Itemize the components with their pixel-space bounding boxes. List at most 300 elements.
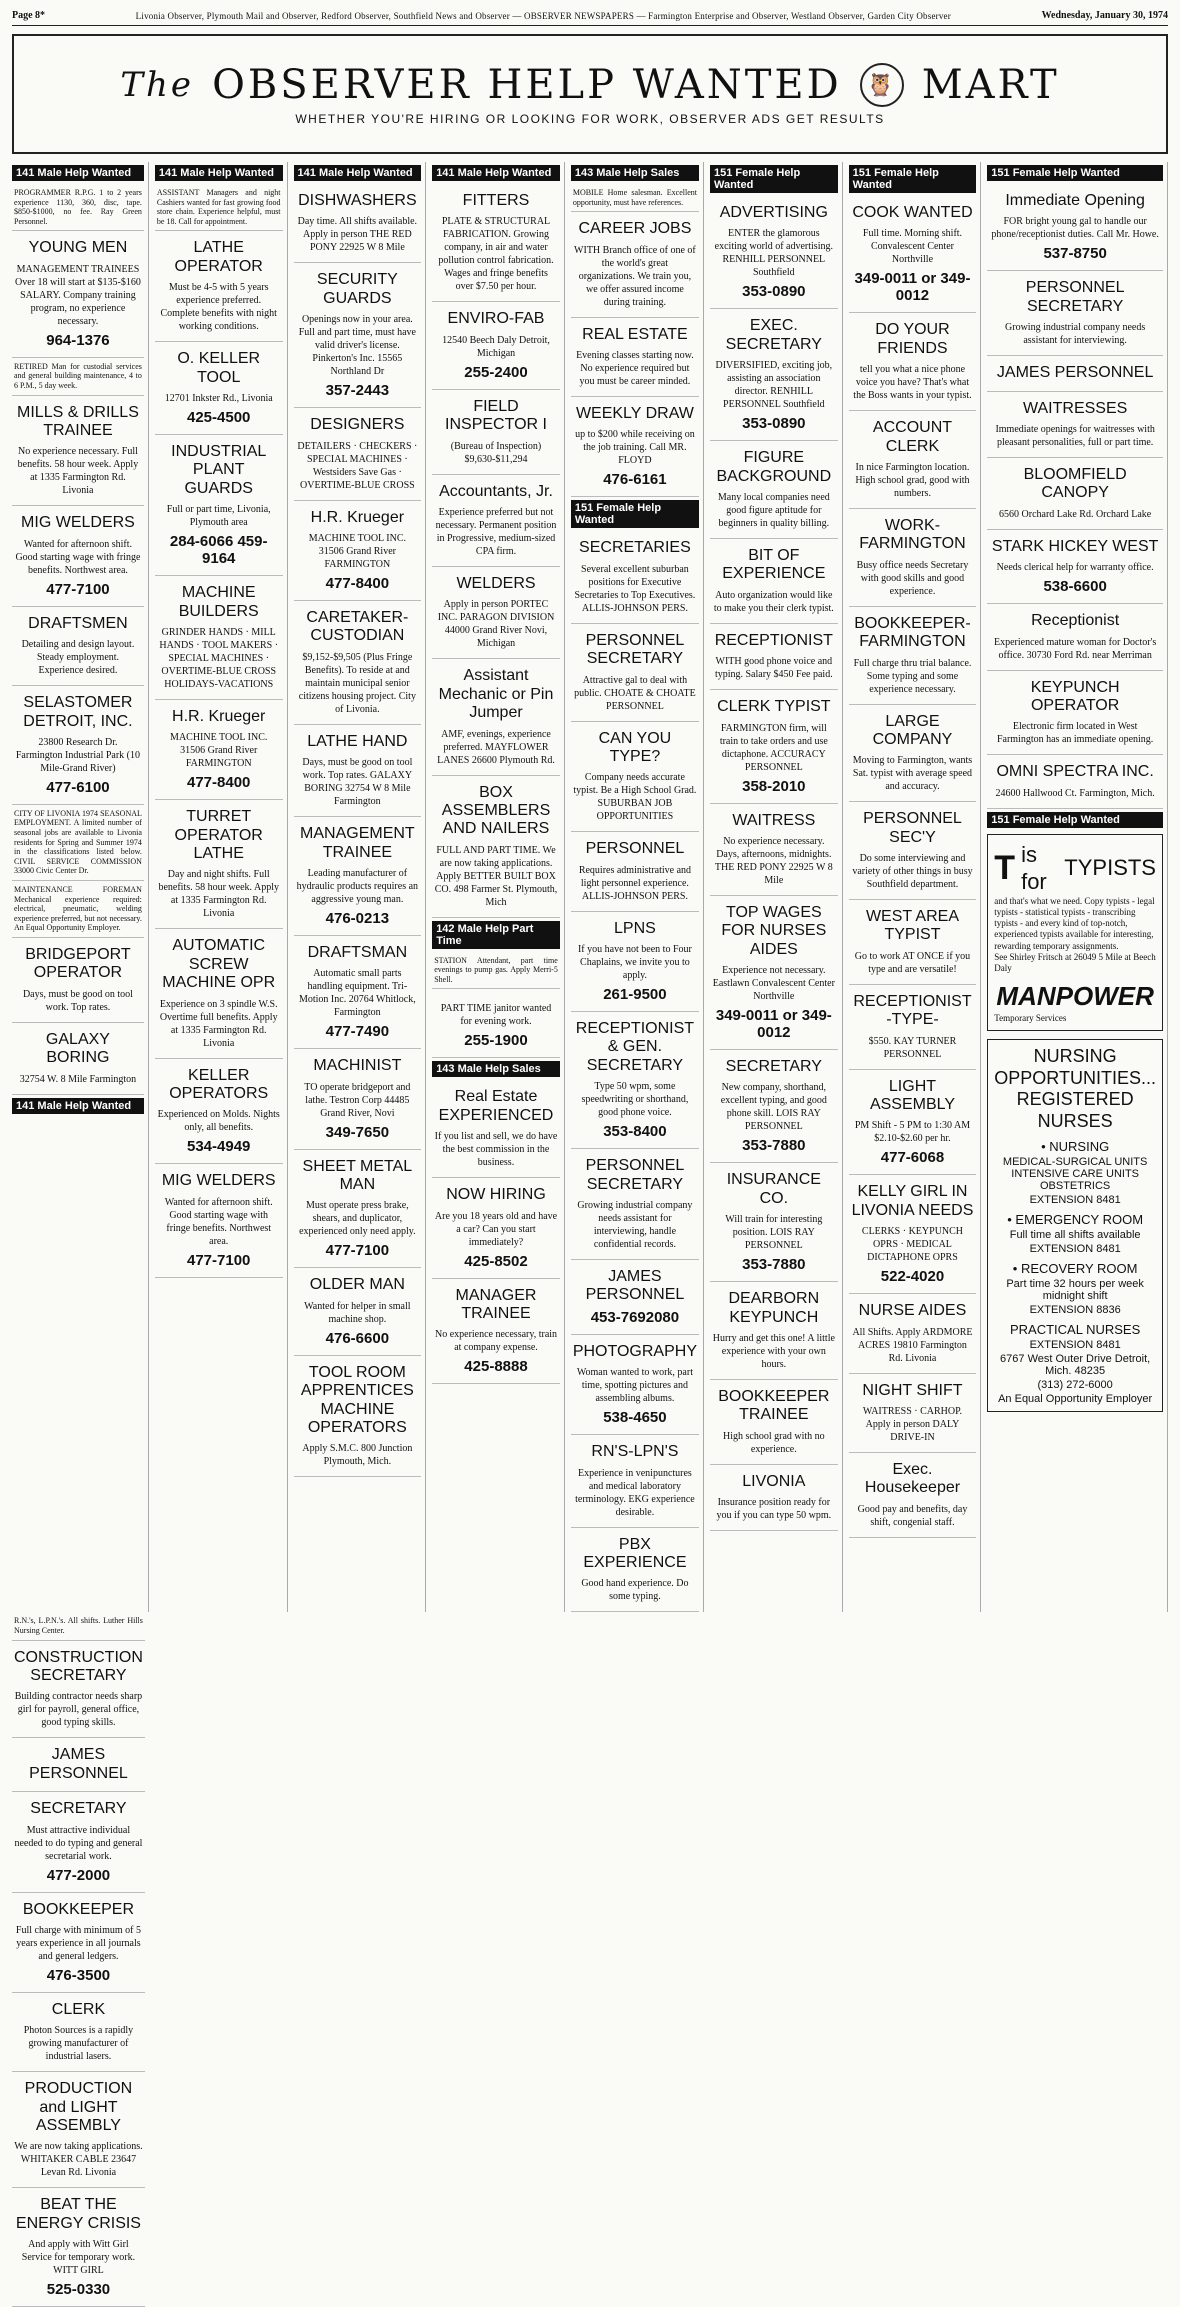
ad-title: WEEKLY DRAW bbox=[575, 404, 694, 422]
publication-line: Livonia Observer, Plymouth Mail and Observer, Redford Observer, Southfield News and Observer — OBSERVER NEWSPAPERS — Farmington Enterprise and Observer, Westland Observer, Garden City Observer bbox=[135, 10, 951, 21]
hospital-address: 6767 West Outer Drive Detroit, Mich. 48235 bbox=[1000, 1352, 1151, 1377]
ad-body: Growing industrial company needs assistant for interviewing. bbox=[1005, 322, 1146, 347]
ad-title: DRAFTSMEN bbox=[28, 614, 128, 632]
classified-ad: ASSISTANT Managers and night Cashiers wanted for fast growing food store chain. Experience helpful, must be 18. Call for appointment. bbox=[155, 184, 283, 231]
display-ad bbox=[710, 1163, 838, 1282]
section-header: 151 Female Help Wanted bbox=[710, 165, 838, 193]
ad-title: YOUNG MEN bbox=[28, 239, 128, 257]
display-ad bbox=[432, 567, 560, 659]
ad-body: WAITRESS · CARHOP. Apply in person DALY DRIVE-IN bbox=[862, 1405, 963, 1443]
display-ad bbox=[294, 725, 422, 817]
ad-body: Type 50 wpm, some speedwriting or shorthand, good phone voice. bbox=[581, 1081, 689, 1119]
ad-body: Do some interviewing and variety of other things in busy Southfield department. bbox=[852, 853, 973, 891]
ad-phone: 477-6068 bbox=[880, 1149, 945, 1167]
section-header: 151 Female Help Wanted bbox=[987, 812, 1163, 828]
masthead bbox=[12, 34, 1168, 154]
ad-body: Openings now in your area. Full and part time, must have valid driver's license. Pinkerton's Inc. 15565 Northland Dr bbox=[298, 314, 416, 378]
ad-title: CAN YOU TYPE? bbox=[598, 729, 672, 765]
ad-body: Moving to Farmington, wants Sat. typist with average speed and accuracy. bbox=[852, 755, 973, 793]
nursing-line-note: Full time all shifts available bbox=[1009, 1228, 1141, 1241]
display-ad bbox=[294, 184, 422, 263]
ad-title: PERSONNEL SECRETARY bbox=[585, 1157, 685, 1193]
column-5 bbox=[571, 162, 704, 1612]
nursing-line-label: • EMERGENCY ROOM bbox=[1007, 1211, 1144, 1227]
ad-title: H.R. Krueger bbox=[172, 707, 266, 725]
display-ad bbox=[849, 1374, 977, 1453]
ad-phone: 425-8888 bbox=[464, 1358, 528, 1376]
ad-title: DO YOUR FRIENDS bbox=[875, 321, 950, 357]
ad-phone: 357-2443 bbox=[325, 382, 390, 400]
display-ad bbox=[987, 356, 1163, 391]
ad-title: WAITRESSES bbox=[1022, 399, 1128, 417]
typists-body: and that's what we need. Copy typists - legal typists - statistical typists - transcribing typists - and every kind of top-notch, experienced typists available for interesting, rewarding temporary assignments. bbox=[994, 895, 1155, 951]
display-ad bbox=[710, 690, 838, 803]
ad-body: Wanted for helper in small machine shop. bbox=[304, 1300, 411, 1325]
display-ad bbox=[294, 501, 422, 601]
ad-title: Accountants, Jr. bbox=[439, 482, 553, 500]
ad-title: REAL ESTATE bbox=[582, 325, 688, 343]
ad-body: Good hand experience. Do some typing. bbox=[581, 1578, 689, 1603]
ad-body: FULL AND PART TIME. We are now taking applications. Apply BETTER BUILT BOX CO. 498 Farmer St. Plymouth, Mich bbox=[434, 844, 558, 908]
classified-columns bbox=[12, 162, 1168, 2299]
display-ad bbox=[294, 601, 422, 725]
display-ad bbox=[294, 1049, 422, 1149]
ad-title: DRAFTSMAN bbox=[307, 943, 408, 961]
section-header: 141 Male Help Wanted bbox=[294, 165, 422, 181]
ad-title: Immediate Opening bbox=[1005, 192, 1145, 209]
ad-phone: 477-2000 bbox=[46, 1866, 111, 1884]
display-ad bbox=[294, 263, 422, 408]
ad-phone: 353-8400 bbox=[603, 1123, 667, 1141]
ad-body: Experience in venipunctures and medical laboratory terminology. EKG experience desirable. bbox=[575, 1467, 695, 1518]
ad-title: Exec. Housekeeper bbox=[864, 1460, 961, 1497]
ad-title: Assistant Mechanic or Pin Jumper bbox=[438, 667, 554, 722]
ad-body: Electronic firm located in West Farmington has an immediate opening. bbox=[996, 721, 1154, 746]
display-ad bbox=[849, 196, 977, 313]
masthead-the: The bbox=[120, 65, 195, 105]
ad-title: LATHE OPERATOR bbox=[174, 239, 263, 275]
masthead-title-text: OBSERVER HELP WANTED bbox=[212, 62, 842, 108]
display-ad bbox=[12, 2188, 145, 2307]
ad-title: NIGHT SHIFT bbox=[862, 1381, 963, 1399]
display-ad bbox=[12, 1792, 145, 1892]
ad-body: 12540 Beech Daly Detroit, Michigan bbox=[442, 334, 550, 359]
ad-phone: 353-0890 bbox=[742, 415, 806, 433]
ad-body: ENTER the glamorous exciting world of advertising. RENHILL PERSONNEL Southfield bbox=[714, 228, 833, 279]
ad-title: SECRETARY bbox=[30, 1800, 127, 1818]
ad-title: BOOKKEEPER bbox=[22, 1900, 135, 1918]
ad-body: Experience on 3 spindle W.S. Overtime full benefits. Apply at 1335 Farmington Rd. Livonia bbox=[159, 998, 278, 1049]
ad-title: PBX EXPERIENCE bbox=[583, 1535, 687, 1571]
ad-phone: 522-4020 bbox=[880, 1268, 945, 1286]
ad-title: COOK WANTED bbox=[852, 204, 973, 221]
display-ad bbox=[571, 1335, 699, 1435]
ad-body: Must operate press brake, shears, and duplicator, experienced only need apply. bbox=[299, 1200, 416, 1238]
display-ad bbox=[710, 309, 838, 441]
ad-body: Wanted for afternoon shift. Good starting wage with fringe benefits. Northwest area. bbox=[164, 1196, 273, 1247]
ad-title: GALAXY BORING bbox=[45, 1030, 110, 1067]
ad-body: Woman wanted to work, part time, spotting pictures and assembling albums. bbox=[576, 1367, 693, 1405]
display-ad bbox=[12, 1993, 145, 2072]
ad-body: 12701 Inkster Rd., Livonia bbox=[164, 392, 273, 404]
display-ad bbox=[155, 1059, 283, 1165]
ad-title: BEAT THE ENERGY CRISIS bbox=[15, 2196, 141, 2232]
column-8 bbox=[987, 162, 1168, 1612]
ad-title: SECURITY GUARDS bbox=[316, 271, 398, 307]
ad-title: FITTERS bbox=[462, 192, 530, 209]
ad-title: ACCOUNT CLERK bbox=[872, 419, 953, 455]
nursing-line-ext: EXTENSION 8481 bbox=[1029, 1242, 1121, 1255]
ad-title: WORK-FARMINGTON bbox=[859, 516, 966, 553]
ad-body: 23800 Research Dr. Farmington Industrial Park (10 Mile-Grand River) bbox=[15, 736, 141, 774]
section-header: 141 Male Help Wanted bbox=[12, 165, 144, 181]
display-ad bbox=[12, 1641, 145, 1739]
ad-title: EXEC. SECRETARY bbox=[725, 317, 822, 353]
nursing-ad bbox=[987, 1039, 1163, 1411]
folio-line bbox=[12, 10, 1168, 26]
classified-ad: STATION Attendant, part time evenings to pump gas. Apply Merri-5 Shell. bbox=[432, 952, 560, 990]
ad-body: And apply with Witt Girl Service for temporary work. WITT GIRL bbox=[21, 2239, 136, 2277]
display-ad bbox=[155, 576, 283, 700]
display-ad bbox=[571, 212, 699, 317]
display-ad bbox=[849, 802, 977, 900]
display-ad bbox=[155, 231, 283, 342]
ad-title: DEARBORN KEYPUNCH bbox=[728, 1290, 820, 1326]
section-header: 151 Female Help Wanted bbox=[987, 165, 1163, 181]
display-ad bbox=[571, 832, 699, 911]
ad-body: GRINDER HANDS · MILL HANDS · TOOL MAKERS · SPECIAL MACHINES · OVERTIME-BLUE CROSS HOLIDAYS-VACATIONS bbox=[159, 626, 279, 690]
ad-body: Company needs accurate typist. Be a High School Grad. SUBURBAN JOB OPPORTUNITIES bbox=[573, 772, 697, 823]
practical-ext: EXTENSION 8481 bbox=[1029, 1338, 1121, 1351]
display-ad bbox=[710, 539, 838, 624]
display-ad bbox=[12, 2072, 145, 2188]
display-ad bbox=[12, 231, 144, 357]
ad-phone: 476-3500 bbox=[46, 1966, 111, 1984]
ad-title: CONSTRUCTION SECRETARY bbox=[14, 1648, 143, 1684]
ad-phone: 964-1376 bbox=[46, 331, 110, 349]
ad-title: NOW HIRING bbox=[446, 1186, 546, 1204]
ad-body: CLERKS · KEYPUNCH OPRS · MEDICAL DICTAPHONE OPRS bbox=[861, 1226, 964, 1264]
manpower-logo: MANPOWER bbox=[996, 981, 1154, 1012]
display-ad bbox=[294, 1268, 422, 1355]
display-ad bbox=[710, 624, 838, 690]
nursing-line-label: • RECOVERY ROOM bbox=[1012, 1260, 1138, 1276]
classified-ad: MAINTENANCE FOREMAN Mechanical experience required: electrical, pneumatic, welding experience preferred, but not necessary. An Equal Opportunity Employer. bbox=[12, 881, 144, 938]
column-4 bbox=[432, 162, 565, 1612]
ad-phone: 425-8502 bbox=[464, 1252, 528, 1270]
display-ad bbox=[571, 318, 699, 397]
ad-body: Several excellent suburban positions for Executive Secretaries to Top Executives. ALLIS-JOHNSON PERS. bbox=[574, 563, 696, 614]
ad-body: Attractive gal to deal with public. CHOATE & CHOATE PERSONNEL bbox=[574, 674, 696, 712]
ad-title: RECEPTIONIST bbox=[714, 631, 833, 649]
ad-title: OMNI SPECTRA INC. bbox=[996, 763, 1154, 781]
nursing-line-note: MEDICAL-SURGICAL UNITS INTENSIVE CARE UNITS OBSTETRICS bbox=[1002, 1155, 1148, 1192]
ad-title: JAMES PERSONNEL bbox=[585, 1268, 685, 1304]
classified-ad: MOBILE Home salesman. Excellent opportunity, must have references. bbox=[571, 184, 699, 212]
display-ad bbox=[432, 659, 560, 775]
ad-body: Needs clerical help for warranty office. bbox=[996, 562, 1154, 574]
ad-body: No experience necessary. Days, afternoons, midnights. THE RED PONY 22925 W 8 Mile bbox=[714, 835, 833, 886]
ad-body: Auto organization would like to make you their clerk typist. bbox=[713, 589, 834, 614]
display-ad bbox=[849, 313, 977, 411]
ad-body: Leading manufacturer of hydraulic products requires an aggressive young man. bbox=[296, 867, 419, 905]
display-ad bbox=[432, 1080, 560, 1178]
ad-body: Wanted for afternoon shift. Good starting wage with fringe benefits. Northwest area. bbox=[15, 538, 141, 576]
ad-body: Hurry and get this one! A little experience with your own hours. bbox=[712, 1333, 835, 1371]
ad-phone: 255-1900 bbox=[464, 1032, 528, 1050]
ad-body: $550. KAY TURNER PERSONNEL bbox=[868, 1035, 957, 1060]
ad-title: DISHWASHERS bbox=[298, 192, 417, 209]
display-ad bbox=[432, 1178, 560, 1278]
ad-body: Growing industrial company needs assistant for interviewing, handle confidential records. bbox=[577, 1200, 693, 1251]
ad-phone: 477-7100 bbox=[46, 580, 110, 598]
classified-ad: PROGRAMMER R.P.G. 1 to 2 years experience 1130, 360, disc, tape. $850-$1000, no fee. Ray Green Personnel. bbox=[12, 184, 144, 231]
ad-body: High school grad with no experience. bbox=[723, 1430, 825, 1455]
ad-body: New company, shorthand, excellent typing, and good phone skill. LOIS RAY PERSONNEL bbox=[720, 1082, 827, 1133]
display-ad bbox=[155, 435, 283, 576]
ad-body: FARMINGTON firm, will train to take orders and use dictaphone. ACCURACY PERSONNEL bbox=[719, 722, 828, 773]
masthead-title-mart: MART bbox=[921, 62, 1060, 108]
classified-ad: CITY OF LIVONIA 1974 SEASONAL EMPLOYMENT. A limited number of seasonal jobs are available to Livonia residents for Spring and Summer 1974 in the classifications listed below. CIVIL SERVICE COMMISSION 33000 Civic Center Dr. bbox=[12, 805, 144, 881]
ad-phone: 477-8400 bbox=[187, 774, 251, 792]
ad-title: MANAGER TRAINEE bbox=[455, 1286, 537, 1323]
hospital-eoe: An Equal Opportunity Employer bbox=[998, 1392, 1153, 1405]
ad-title: LPNS bbox=[614, 919, 656, 937]
column-6 bbox=[710, 162, 843, 1612]
ad-body: 24600 Hallwood Ct. Farmington, Mich. bbox=[995, 787, 1155, 799]
ad-phone: 537-8750 bbox=[1043, 245, 1107, 263]
ad-body: WITH Branch office of one of the world's great organizations. We train you, we offer assured income during training. bbox=[574, 244, 696, 308]
display-ad bbox=[710, 1282, 838, 1380]
display-ad bbox=[849, 411, 977, 509]
ad-title: Real Estate EXPERIENCED bbox=[438, 1088, 554, 1124]
display-ad bbox=[710, 1465, 838, 1531]
ad-body: Apply S.M.C. 800 Junction Plymouth, Mich. bbox=[302, 1443, 413, 1468]
display-ad bbox=[987, 530, 1163, 604]
ad-phone: 353-7880 bbox=[742, 1137, 806, 1155]
ad-title: TOOL ROOM APPRENTICES MACHINE OPERATORS bbox=[300, 1363, 414, 1437]
ad-phone: 477-7490 bbox=[325, 1023, 390, 1041]
section-header: 143 Male Help Sales bbox=[432, 1061, 560, 1077]
ad-title: PERSONNEL SEC'Y bbox=[863, 810, 962, 846]
display-ad bbox=[12, 938, 144, 1023]
ad-body: Requires administrative and light personnel experience. ALLIS-JOHNSON PERS. bbox=[578, 864, 692, 902]
ad-title: BIT OF EXPERIENCE bbox=[722, 546, 826, 583]
ad-title: CARETAKER-CUSTODIAN bbox=[306, 608, 409, 645]
typists-title: TYPISTS bbox=[1064, 855, 1156, 881]
nursing-line-label: • NURSING bbox=[1041, 1138, 1110, 1154]
ad-title: WEST AREA TYPIST bbox=[865, 908, 959, 944]
ad-phone: 349-0011 or 349-0012 bbox=[854, 270, 971, 305]
ad-body: DIVERSIFIED, exciting job, assisting an association director. RENHILL PERSONNEL Southfield bbox=[715, 360, 833, 411]
ad-title: PHOTOGRAPHY bbox=[572, 1342, 697, 1360]
ad-title: O. KELLER TOOL bbox=[177, 350, 261, 386]
display-ad bbox=[432, 302, 560, 389]
ad-body: Many local companies need good figure aptitude for beginners in quality billing. bbox=[717, 491, 830, 529]
ad-title: LIGHT ASSEMBLY bbox=[869, 1077, 956, 1114]
ad-body: MACHINE TOOL INC. 31506 Grand River FARMINGTON bbox=[308, 532, 407, 570]
ad-body: PM Shift - 5 PM to 1:30 AM $2.10-$2.60 per hr. bbox=[854, 1120, 971, 1145]
ad-body: Good pay and benefits, day shift, congenial staff. bbox=[857, 1503, 968, 1528]
display-ad bbox=[432, 776, 560, 918]
ad-body: Full charge with minimum of 5 years experience in all journals and general ledgers. bbox=[15, 1924, 141, 1962]
ad-body: Evening classes starting now. No experience required but you must be career minded. bbox=[576, 349, 694, 387]
ad-body: Experienced on Molds. Nights only, all benefits. bbox=[157, 1109, 280, 1134]
ad-body: $9,152-$9,505 (Plus Fringe Benefits). To reside at and maintain municipal senior citizens housing project. City of Livonia. bbox=[298, 651, 416, 715]
ad-phone: 477-8400 bbox=[325, 574, 390, 592]
ad-phone: 477-6100 bbox=[46, 778, 110, 796]
display-ad bbox=[571, 1149, 699, 1260]
display-ad bbox=[12, 686, 144, 805]
ad-title: WAITRESS bbox=[732, 811, 816, 829]
ad-body: No experience necessary, train at company expense. bbox=[434, 1329, 558, 1354]
ad-body: tell you what a nice phone voice you have? That's what the Boss wants in your typist. bbox=[853, 364, 972, 402]
ad-title: MILLS & DRILLS TRAINEE bbox=[17, 403, 139, 439]
display-ad bbox=[987, 755, 1163, 808]
display-ad bbox=[12, 607, 144, 686]
ad-title: FIELD INSPECTOR I bbox=[445, 397, 547, 434]
display-ad bbox=[12, 506, 144, 606]
ad-title: SHEET METAL MAN bbox=[302, 1157, 413, 1194]
ad-body: Go to work AT ONCE if you type and are versatile! bbox=[854, 950, 971, 975]
ad-body: If you have not been to Four Chaplains, we invite you to apply. bbox=[577, 944, 692, 982]
ad-phone: 358-2010 bbox=[742, 777, 806, 795]
ad-title: LIVONIA bbox=[742, 1472, 806, 1490]
ad-phone: 538-6600 bbox=[1043, 578, 1107, 596]
display-ad bbox=[155, 929, 283, 1058]
display-ad bbox=[710, 1380, 838, 1465]
display-ad bbox=[294, 1356, 422, 1478]
ad-title: BOX ASSEMBLERS AND NAILERS bbox=[441, 783, 551, 838]
display-ad bbox=[432, 475, 560, 567]
ad-body: Building contractor needs sharp girl for payroll, general office, good typing skills. bbox=[14, 1691, 143, 1729]
ad-phone: 476-6600 bbox=[325, 1329, 390, 1347]
display-ad bbox=[571, 624, 699, 722]
display-ad bbox=[849, 509, 977, 607]
display-ad bbox=[294, 408, 422, 500]
section-header: 151 Female Help Wanted bbox=[849, 165, 977, 193]
ad-title: NURSE AIDES bbox=[858, 1302, 967, 1320]
display-ad bbox=[155, 700, 283, 800]
masthead-tagline: WHETHER YOU'RE HIRING OR LOOKING FOR WORK, OBSERVER ADS GET RESULTS bbox=[295, 112, 885, 126]
display-ad bbox=[571, 1260, 699, 1335]
ad-body: FOR bright young gal to handle our phone/receptionist duties. Call Mr. Howe. bbox=[991, 216, 1159, 241]
display-ad bbox=[432, 1279, 560, 1385]
ad-body: Day and night shifts. Full benefits. 58 hour week. Apply at 1335 Farmington Rd. Livonia bbox=[158, 869, 279, 920]
ad-body: AMF, evenings, experience preferred. MAYFLOWER LANES 26600 Plymouth Rd. bbox=[437, 728, 555, 766]
ad-title: SELASTOMER DETROIT, INC. bbox=[23, 694, 133, 730]
display-ad bbox=[432, 184, 560, 302]
typists-contact: See Shirley Fritsch at 26049 5 Mile at Beech Daly bbox=[994, 951, 1156, 974]
display-ad bbox=[12, 1738, 145, 1792]
nursing-heading: NURSING OPPORTUNITIES... REGISTERED NURSES bbox=[994, 1046, 1156, 1131]
ad-title: JAMES PERSONNEL bbox=[996, 364, 1154, 382]
ad-body: Busy office needs Secretary with good skills and good experience. bbox=[856, 559, 969, 597]
ad-phone: 453-7692080 bbox=[590, 1308, 680, 1326]
ad-title: PERSONNEL SECRETARY bbox=[1025, 279, 1125, 315]
ad-title: MANAGEMENT TRAINEE bbox=[300, 825, 415, 861]
ad-body: Will train for interesting position. LOIS RAY PERSONNEL bbox=[725, 1214, 823, 1252]
ad-title: KEYPUNCH OPERATOR bbox=[1030, 678, 1120, 714]
display-ad bbox=[571, 397, 699, 497]
display-ad bbox=[571, 1528, 699, 1613]
ad-phone: 476-6161 bbox=[603, 471, 667, 489]
ad-title: OLDER MAN bbox=[309, 1276, 405, 1294]
ad-phone: 476-0213 bbox=[325, 909, 390, 927]
ad-body: Days, must be good on tool work. Top rates. GALAXY BORING 32754 W 8 Mile Farmington bbox=[302, 757, 413, 808]
display-ad bbox=[12, 396, 144, 507]
ad-title: BLOOMFIELD CANOPY bbox=[1023, 465, 1127, 502]
ad-title: CLERK TYPIST bbox=[717, 698, 831, 716]
ad-title: JAMES PERSONNEL bbox=[29, 1746, 128, 1782]
display-ad bbox=[710, 1050, 838, 1163]
ad-phone: 538-4650 bbox=[603, 1409, 667, 1427]
practical-nurses: PRACTICAL NURSES bbox=[1010, 1321, 1141, 1337]
ad-body: Immediate openings for waitresses with pleasant personalities, full or part time. bbox=[995, 423, 1155, 448]
ad-body: Experience not necessary. Eastlawn Convalescent Center Northville bbox=[712, 965, 835, 1003]
ad-body: Days, must be good on tool work. Top rates. bbox=[22, 988, 133, 1013]
ad-body: PLATE & STRUCTURAL FABRICATION. Growing company, in air and water pollution control fabrication. Wages and fringe benefits over $7.50 per hour. bbox=[438, 216, 554, 293]
display-ad bbox=[155, 800, 283, 929]
display-ad bbox=[710, 441, 838, 539]
ad-title: TOP WAGES FOR NURSES AIDES bbox=[721, 903, 827, 958]
ad-phone: 349-0011 or 349-0012 bbox=[715, 1007, 832, 1042]
display-ad bbox=[849, 607, 977, 705]
display-ad bbox=[987, 604, 1163, 670]
ad-body: Full charge thru trial balance. Some typing and some experience necessary. bbox=[853, 657, 972, 695]
ad-body: Insurance position ready for you if you can type 50 wpm. bbox=[716, 1497, 832, 1522]
section-header: 141 Male Help Wanted bbox=[432, 165, 560, 181]
ad-body: Full or part time, Livonia, Plymouth area bbox=[166, 504, 271, 529]
column-7 bbox=[849, 162, 982, 1612]
typists-is-for: is for bbox=[1021, 841, 1047, 895]
display-ad bbox=[571, 1012, 699, 1149]
ad-title: LARGE COMPANY bbox=[872, 712, 953, 748]
column-3 bbox=[294, 162, 427, 1612]
section-header: 141 Male Help Wanted bbox=[155, 165, 283, 181]
ad-title: TURRET OPERATOR LATHE bbox=[174, 808, 263, 863]
ad-body: 6560 Orchard Lake Rd. Orchard Lake bbox=[999, 508, 1152, 520]
ad-body: Experienced mature woman for Doctor's office. 30730 Ford Rd. near Merriman bbox=[993, 636, 1157, 661]
display-ad bbox=[987, 271, 1163, 356]
nursing-line-note: Part time 32 hours per week midnight shift bbox=[1006, 1277, 1144, 1302]
ad-body: 32754 W. 8 Mile Farmington bbox=[19, 1073, 137, 1085]
display-ad bbox=[849, 900, 977, 985]
ad-title: INDUSTRIAL PLANT GUARDS bbox=[171, 442, 267, 497]
display-ad bbox=[571, 912, 699, 1012]
ad-title: Receptionist bbox=[1031, 612, 1120, 630]
ad-title: STARK HICKEY WEST bbox=[991, 537, 1159, 555]
ad-phone: 353-7880 bbox=[742, 1256, 806, 1274]
section-header: 143 Male Help Sales bbox=[571, 165, 699, 181]
ad-title: PRODUCTION and LIGHT ASSEMBLY bbox=[24, 2080, 133, 2135]
hospital-phone: (313) 272-6000 bbox=[1037, 1378, 1113, 1391]
column-2 bbox=[155, 162, 288, 1612]
ad-title: SECRETARIES bbox=[579, 539, 691, 557]
display-ad bbox=[294, 936, 422, 1049]
display-ad bbox=[849, 985, 977, 1070]
ad-title: ENVIRO-FAB bbox=[447, 310, 545, 328]
display-ad bbox=[849, 1294, 977, 1373]
column-9 bbox=[12, 1612, 149, 2307]
display-ad bbox=[12, 1893, 145, 1993]
owl-icon: 🦉 bbox=[860, 63, 904, 107]
section-header: 151 Female Help Wanted bbox=[571, 500, 699, 528]
ad-phone: 534-4949 bbox=[187, 1138, 251, 1156]
masthead-title bbox=[120, 62, 1059, 108]
ad-title: PERSONNEL SECRETARY bbox=[585, 631, 685, 668]
ad-title: KELLY GIRL IN LIVONIA NEEDS bbox=[851, 1183, 974, 1219]
